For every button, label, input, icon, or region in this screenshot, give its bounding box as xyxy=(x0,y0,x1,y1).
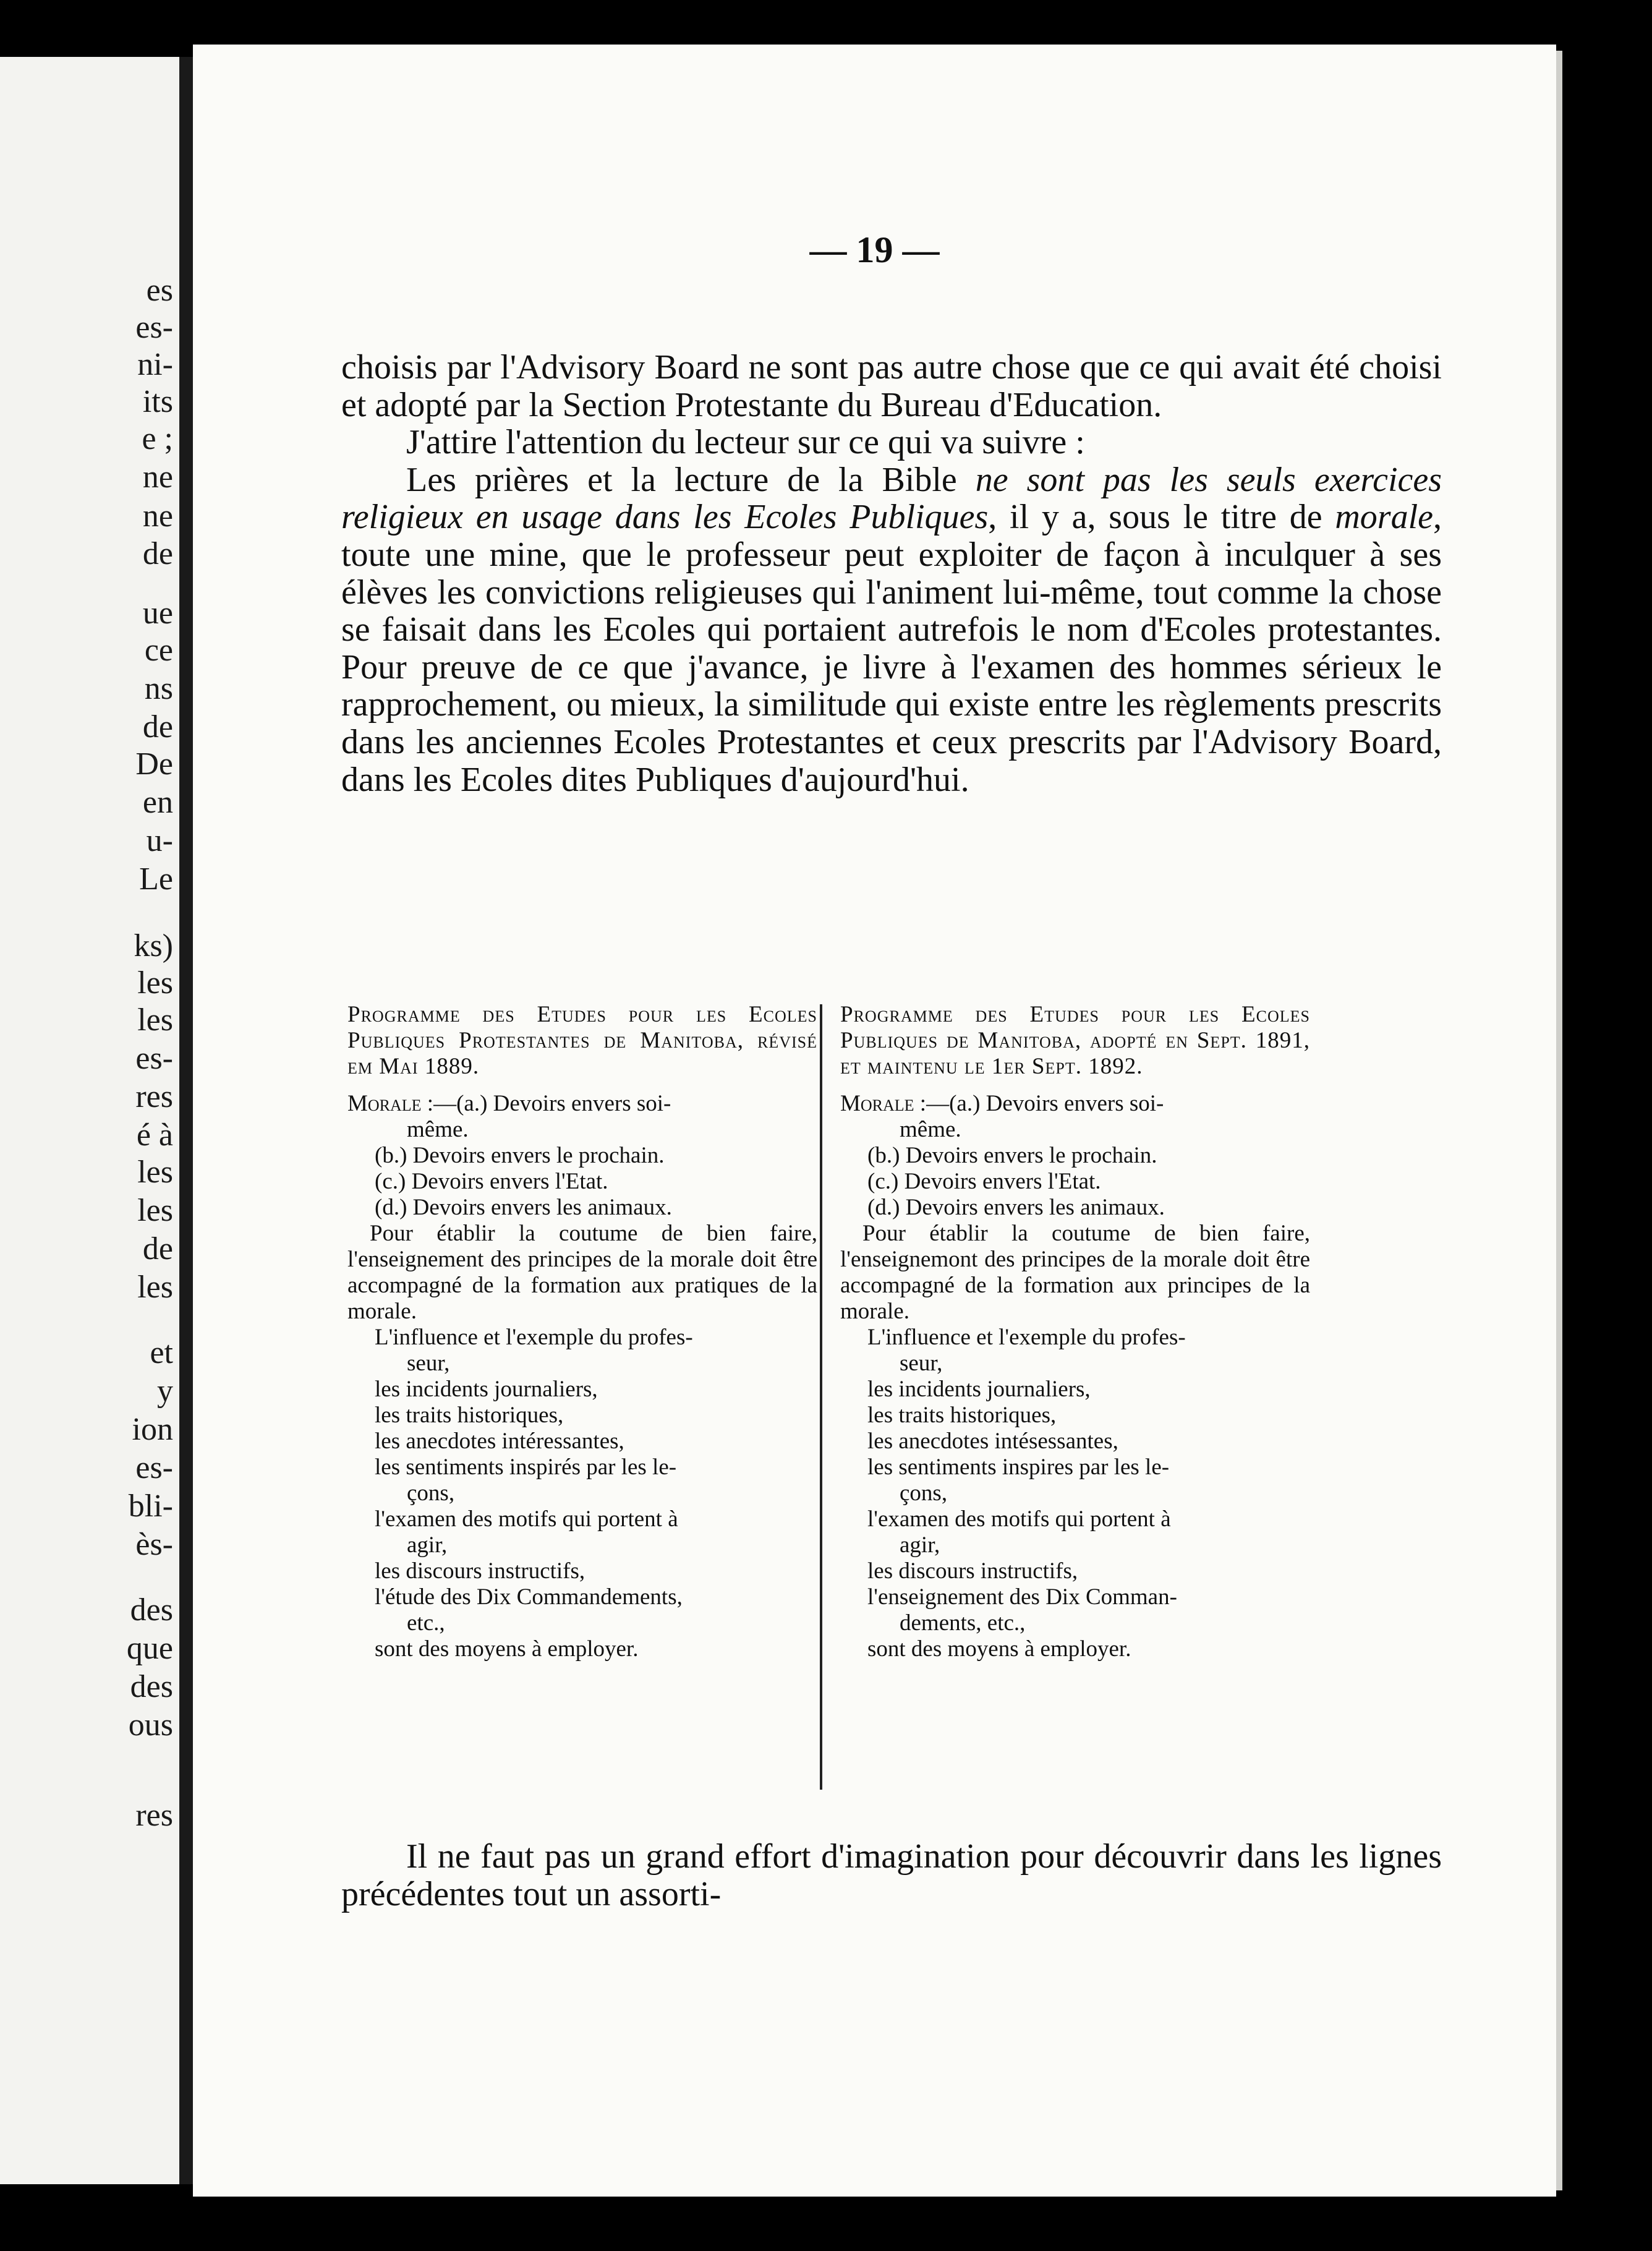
list-item: etc., xyxy=(407,1610,445,1636)
list-item: agir, xyxy=(900,1532,940,1558)
book-spine xyxy=(179,57,193,2184)
column-1889-paragraph: Pour établir la coutume de bien faire, l'enseignement des principes de la morale doit être accompagné de la formation aux pratiques de la morale. xyxy=(347,1221,817,1324)
list-item: les incidents journaliers, xyxy=(867,1377,1091,1402)
column-divider xyxy=(820,1004,822,1790)
list-item: dements, etc., xyxy=(900,1610,1026,1636)
morale-b: (b.) Devoirs envers le prochain. xyxy=(375,1143,665,1168)
intro-paragraph-1: choisis par l'Advisory Board ne sont pas autre chose que ce qui avait été choisi et adopté par la Section Protestante du Bureau d'Education. xyxy=(341,348,1442,424)
list-item: les anecdotes intéressantes, xyxy=(375,1429,624,1454)
list-item: agir, xyxy=(407,1532,448,1558)
list-item: çons, xyxy=(900,1480,948,1506)
list-item: sont des moyens à employer. xyxy=(867,1636,1131,1662)
morale-d: (d.) Devoirs envers les animaux. xyxy=(867,1195,1165,1220)
facing-page-text-fragment: les xyxy=(137,965,173,1001)
facing-page-text-fragment: es- xyxy=(135,1450,173,1485)
facing-page-text-fragment: de xyxy=(142,709,173,745)
facing-page-text-fragment: et xyxy=(150,1335,173,1370)
list-item: l'enseignement des Dix Comman- xyxy=(867,1584,1177,1610)
intro-paragraph-2: J'attire l'attention du lecteur sur ce qui va suivre : xyxy=(406,423,1085,462)
morale-c: (c.) Devoirs envers l'Etat. xyxy=(375,1169,608,1194)
facing-page-text-fragment: es- xyxy=(135,310,173,345)
facing-page-text-fragment: les xyxy=(137,1155,173,1190)
list-item: les traits historiques, xyxy=(867,1403,1057,1428)
column-1889-list xyxy=(347,1325,817,1662)
morale-line xyxy=(347,1091,817,1117)
list-item: l'examen des motifs qui portent à xyxy=(867,1506,1171,1532)
list-item: les sentiments inspires par les le- xyxy=(867,1454,1170,1480)
facing-page-text-fragment: ous xyxy=(128,1707,173,1743)
morale-label: Morale : xyxy=(840,1091,927,1116)
facing-page-text-fragment: res xyxy=(135,1079,173,1114)
list-item: l'examen des motifs qui portent à xyxy=(375,1506,678,1532)
conclusion-text xyxy=(341,1838,1442,1913)
column-1889-title: Programme des Etudes pour les Ecoles Publiques Protestantes de Manitoba, révisé em Mai 1889. xyxy=(347,1002,817,1079)
list-item: L'influence et l'exemple du profes- xyxy=(867,1325,1186,1350)
column-1891-title: Programme des Etudes pour les Ecoles Publiques de Manitoba, adopté en Sept. 1891, et maintenu le 1er Sept. 1892. xyxy=(840,1002,1310,1079)
facing-page-text-fragment: De xyxy=(135,746,173,782)
facing-page-text-fragment: des xyxy=(130,1669,173,1704)
list-item: çons, xyxy=(407,1480,455,1506)
list-item: les anecdotes intésessantes, xyxy=(867,1429,1118,1454)
morale-a-cont: même. xyxy=(900,1117,961,1142)
list-item: sont des moyens à employer. xyxy=(375,1636,639,1662)
morale-a: —(a.) Devoirs envers soi- xyxy=(433,1091,671,1116)
facing-page-text-fragment: les xyxy=(137,1002,173,1038)
column-1891-paragraph: Pour établir la coutume de bien faire, l'enseignemont des principes de la morale doit être accompagné de la formation aux principes de la morale. xyxy=(840,1221,1310,1324)
intro-p3-part-2: , il y a, sous le titre de xyxy=(988,498,1335,537)
facing-page-text-fragment: ce xyxy=(144,633,173,668)
facing-page-text-fragment: en xyxy=(142,785,173,820)
facing-page-text-fragment: res xyxy=(135,1798,173,1833)
facing-page-text-fragment: y xyxy=(157,1373,173,1409)
facing-page-text-fragment: de xyxy=(142,1231,173,1266)
morale-label: Morale : xyxy=(347,1091,434,1116)
facing-page-text-fragment: u- xyxy=(146,823,173,858)
intro-p3-morale: morale xyxy=(1335,498,1434,537)
document-page xyxy=(193,45,1556,2197)
facing-page-text-fragment: ne xyxy=(142,459,173,495)
facing-page-text-fragment: e ; xyxy=(142,421,173,456)
conclusion-paragraph: Il ne faut pas un grand effort d'imagination pour découvrir dans les lignes précédentes tout un assorti- xyxy=(341,1837,1442,1913)
intro-p3-part-1: Les prières et la lecture de la Bible xyxy=(406,460,976,499)
facing-page-text-fragment: des xyxy=(130,1592,173,1628)
facing-page-text-fragment: ue xyxy=(142,596,173,631)
facing-page-text-fragment: ks) xyxy=(134,928,173,963)
morale-b: (b.) Devoirs envers le prochain. xyxy=(867,1143,1157,1168)
morale-a: —(a.) Devoirs envers soi- xyxy=(926,1091,1164,1116)
list-item: les traits historiques, xyxy=(375,1403,564,1428)
morale-d: (d.) Devoirs envers les animaux. xyxy=(375,1195,672,1220)
intro-text xyxy=(341,349,1442,798)
facing-page-text-fragment: es xyxy=(146,273,173,308)
list-item: seur, xyxy=(900,1351,943,1376)
facing-page-text-fragment: ion xyxy=(132,1412,173,1447)
morale-line xyxy=(840,1091,1310,1117)
list-item: les incidents journaliers, xyxy=(375,1377,598,1402)
facing-page-fragment xyxy=(0,57,179,2184)
list-item: les discours instructifs, xyxy=(867,1558,1078,1584)
facing-page-text-fragment: ès- xyxy=(135,1527,173,1562)
facing-page-text-fragment: de xyxy=(142,536,173,571)
facing-page-text-fragment: ns xyxy=(144,671,173,706)
page-number: — 19 — xyxy=(809,229,940,270)
facing-page-text-fragment: é à xyxy=(136,1117,173,1153)
page-edge xyxy=(1556,51,1562,2190)
facing-page-text-fragment: les xyxy=(137,1270,173,1305)
morale-c: (c.) Devoirs envers l'Etat. xyxy=(867,1169,1101,1194)
list-item: les sentiments inspirés par les le- xyxy=(375,1454,677,1480)
intro-p3-part-3: , toute une mine, que le professeur peut exploiter de façon à inculquer à ses élèves les convictions religieuses qui l'animent lui-même, tout comme la chose se faisait dans les Ecoles qui portaient autrefois le nom d'Ecoles protestantes. Pour preuve de ce que j'avance, je livre à l'examen des hommes sérieux le rapprochement, ou mieux, la similitude qui existe entre les règlements prescrits dans les anciennes Ecoles Protestantes et ceux prescrits par l'Advisory Board, dans les Ecoles dites Publiques d'aujourd'hui. xyxy=(341,498,1442,799)
list-item: l'étude des Dix Commandements, xyxy=(375,1584,683,1610)
column-1891 xyxy=(840,1002,1310,1662)
facing-page-text-fragment: Le xyxy=(139,861,173,897)
intro-p3-emphasis: ne sont pas les seuls exercices religieux en usage dans les Ecoles Publiques xyxy=(341,460,1442,537)
facing-page-text-fragment: les xyxy=(137,1193,173,1228)
list-item: les discours instructifs, xyxy=(375,1558,585,1584)
facing-page-text-fragment: bli- xyxy=(128,1489,173,1524)
column-1889 xyxy=(347,1002,817,1662)
list-item: seur, xyxy=(407,1351,450,1376)
list-item: L'influence et l'exemple du profes- xyxy=(375,1325,693,1350)
column-1891-list xyxy=(840,1325,1310,1662)
intro-paragraph-3 xyxy=(341,461,1442,798)
facing-page-text-fragment: que xyxy=(126,1631,173,1666)
facing-page-text-fragment: ni- xyxy=(137,347,173,382)
morale-a-cont: même. xyxy=(407,1117,469,1142)
facing-page-text-fragment: es- xyxy=(135,1041,173,1076)
facing-page-text-fragment: its xyxy=(142,384,173,419)
facing-page-text-fragment: ne xyxy=(142,498,173,534)
